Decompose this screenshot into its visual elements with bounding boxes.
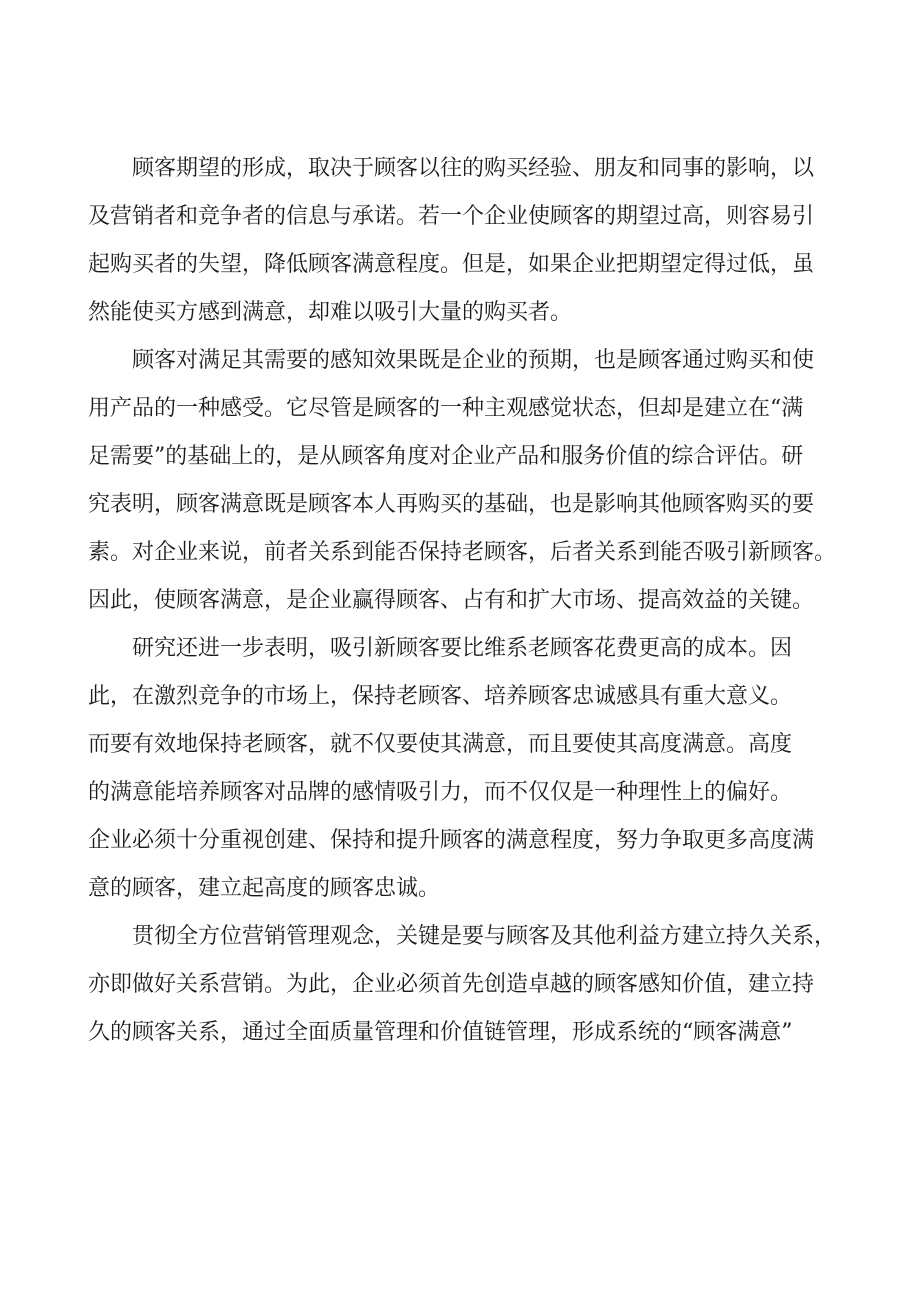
paragraph-line: 久的顾客关系，通过全面质量管理和价值链管理，形成系统的“顾客满意”	[88, 1020, 793, 1045]
paragraph-line: 而要有效地保持老顾客，就不仅要使其满意，而且要使其高度满意。高度	[88, 732, 793, 757]
paragraph-3	[88, 625, 848, 913]
paragraph-line: 企业必须十分重视创建、保持和提升顾客的满意程度，努力争取更多高度满	[88, 828, 815, 853]
paragraph-line: 足需要”的基础上的，是从顾客角度对企业产品和服务价值的综合评估。研	[88, 444, 804, 469]
document-body	[88, 145, 848, 1057]
paragraph-4	[88, 913, 848, 1057]
paragraph-line: 顾客对满足其需要的感知效果既是企业的预期，也是顾客通过购买和使	[132, 348, 815, 373]
paragraph-line: 然能使买方感到满意，却难以吸引大量的购买者。	[88, 300, 573, 325]
paragraph-line: 用产品的一种感受。它尽管是顾客的一种主观感觉状态，但却是建立在“满	[88, 396, 804, 421]
paragraph-line: 素。对企业来说，前者关系到能否保持老顾客，后者关系到能否吸引新顾客。	[88, 540, 837, 565]
paragraph-line: 此，在激烈竞争的市场上，保持老顾客、培养顾客忠诚感具有重大意义。	[88, 684, 793, 709]
paragraph-line: 研究还进一步表明，吸引新顾客要比维系老顾客花费更高的成本。因	[132, 636, 793, 661]
paragraph-line: 亦即做好关系营销。为此，企业必须首先创造卓越的顾客感知价值，建立持	[88, 972, 815, 997]
paragraph-1	[88, 145, 848, 337]
paragraph-line: 贯彻全方位营销管理观念，关键是要与顾客及其他利益方建立持久关系，	[132, 924, 837, 949]
paragraph-line: 起购买者的失望，降低顾客满意程度。但是，如果企业把期望定得过低，虽	[88, 252, 815, 277]
paragraph-line: 究表明，顾客满意既是顾客本人再购买的基础，也是影响其他顾客购买的要	[88, 492, 815, 517]
paragraph-line: 因此，使顾客满意，是企业赢得顾客、占有和扩大市场、提高效益的关键。	[88, 588, 815, 613]
paragraph-line: 顾客期望的形成，取决于顾客以往的购买经验、朋友和同事的影响，以	[132, 156, 815, 181]
paragraph-line: 的满意能培养顾客对品牌的感情吸引力，而不仅仅是一种理性上的偏好。	[88, 780, 793, 805]
paragraph-line: 及营销者和竞争者的信息与承诺。若一个企业使顾客的期望过高，则容易引	[88, 204, 815, 229]
paragraph-2	[88, 337, 848, 625]
paragraph-line: 意的顾客，建立起高度的顾客忠诚。	[88, 876, 441, 901]
